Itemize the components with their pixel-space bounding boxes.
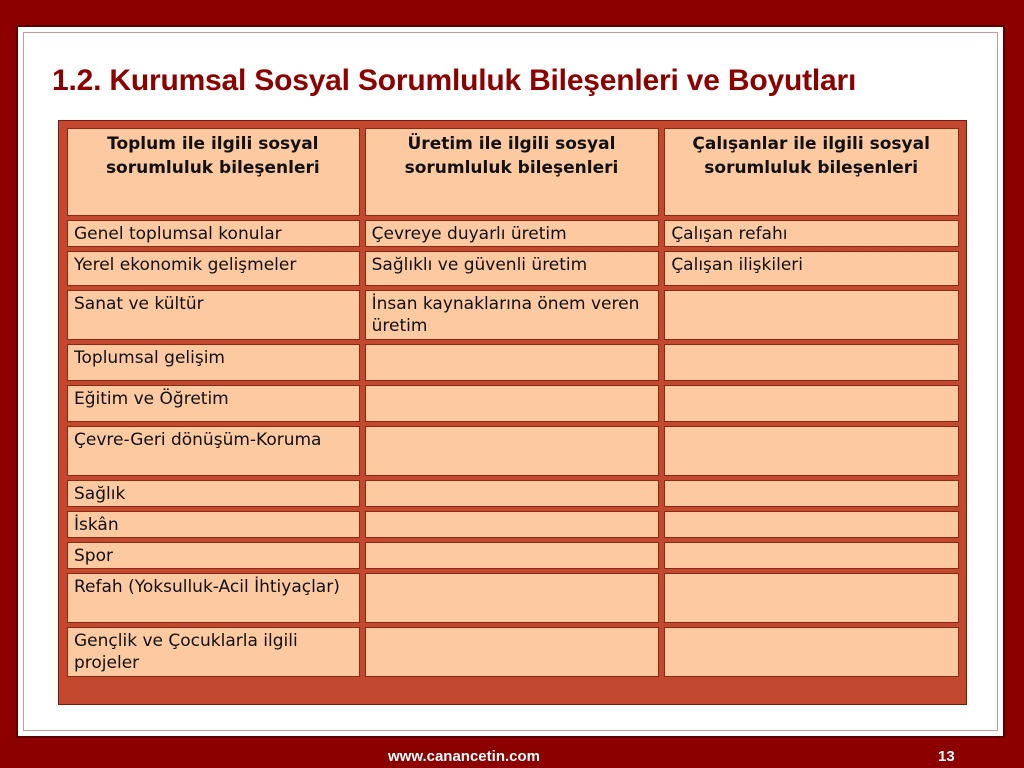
table-cell <box>365 573 660 623</box>
table-row <box>67 426 959 476</box>
table-row <box>67 220 959 247</box>
table-header-row <box>67 128 959 216</box>
table-cell <box>365 344 660 381</box>
table-cell <box>365 627 660 677</box>
table-cell: Refah (Yoksulluk-Acil İhtiyaçlar) <box>67 573 360 623</box>
table-cell: Çevreye duyarlı üretim <box>365 220 660 247</box>
table-cell <box>664 480 959 507</box>
slide-title: 1.2. Kurumsal Sosyal Sorumluluk Bileşenleri ve Boyutları <box>52 64 857 97</box>
table-row <box>67 511 959 538</box>
components-table <box>62 124 964 681</box>
table-cell: Çalışan ilişkileri <box>664 251 959 286</box>
table-cell <box>365 480 660 507</box>
footer-url: www.canancetin.com <box>388 748 540 765</box>
table-cell <box>365 385 660 422</box>
table-cell: Toplumsal gelişim <box>67 344 360 381</box>
header-employee-components: Çalışanlar ile ilgili sosyal sorumluluk bileşenleri <box>664 128 959 216</box>
table-cell: Genel toplumsal konular <box>67 220 360 247</box>
table-cell <box>664 385 959 422</box>
table-cell: Gençlik ve Çocuklarla ilgili projeler <box>67 627 360 677</box>
table-cell <box>664 542 959 569</box>
table-cell <box>664 344 959 381</box>
page-number: 13 <box>938 748 955 765</box>
table-cell <box>365 542 660 569</box>
table-cell <box>365 511 660 538</box>
table-cell: İnsan kaynaklarına önem veren üretim <box>365 290 660 340</box>
table-cell: İskân <box>67 511 360 538</box>
table-cell <box>365 426 660 476</box>
header-production-components: Üretim ile ilgili sosyal sorumluluk bileşenleri <box>365 128 660 216</box>
table-row <box>67 573 959 623</box>
table-cell <box>664 426 959 476</box>
table-row <box>67 542 959 569</box>
table-row <box>67 344 959 381</box>
table-cell <box>664 627 959 677</box>
table-cell: Eğitim ve Öğretim <box>67 385 360 422</box>
table-cell: Çevre-Geri dönüşüm-Koruma <box>67 426 360 476</box>
table-cell: Çalışan refahı <box>664 220 959 247</box>
table-cell: Sağlık <box>67 480 360 507</box>
table-cell: Sanat ve kültür <box>67 290 360 340</box>
table-cell <box>664 511 959 538</box>
header-society-components: Toplum ile ilgili sosyal sorumluluk bileşenleri <box>67 128 360 216</box>
table-row <box>67 627 959 677</box>
table-cell: Yerel ekonomik gelişmeler <box>67 251 360 286</box>
table-cell: Spor <box>67 542 360 569</box>
table-row <box>67 251 959 286</box>
table-cell: Sağlıklı ve güvenli üretim <box>365 251 660 286</box>
components-table-container <box>58 120 967 705</box>
table-row <box>67 480 959 507</box>
table-row <box>67 385 959 422</box>
table-row <box>67 290 959 340</box>
table-cell <box>664 573 959 623</box>
table-cell <box>664 290 959 340</box>
